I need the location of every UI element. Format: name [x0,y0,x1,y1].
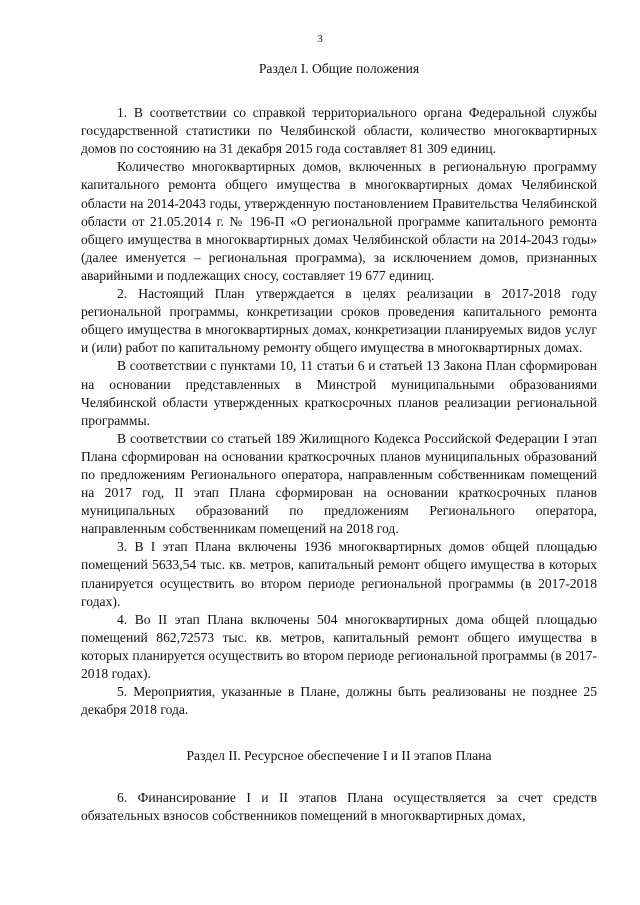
paragraph: Количество многоквартирных домов, включенных в региональную программу капитального ремонта общего имущества в многоквартирных домах Челябинской области на 2014-2043 годы, утвержденную постановлением Правительства Челябинской области от 21.05.2014 г. № 196-П «О региональной программе капитального ремонта общего имущества в многоквартирных домах Челябинской области на 2014-2043 годы» (далее именуется – региональная программа), за исключением домов, признанных аварийными и подлежащих сносу, составляет 19 677 единиц. [81,159,597,283]
paragraph: 5. Мероприятия, указанные в Плане, должны быть реализованы не позднее 25 декабря 2018 года. [81,684,597,718]
paragraph: 1. В соответствии со справкой территориального органа Федеральной службы государственной статистики по Челябинской области, количество многоквартирных домов по состоянию на 31 декабря 2015 года составляет 81 309 единиц. [81,105,597,157]
paragraph: 2. Настоящий План утверждается в целях реализации в 2017-2018 году региональной программы, конкретизации сроков проведения капитального ремонта общего имущества в многоквартирных домах, конкретизации планируемых видов услуг и (или) работ по капитальному ремонту общего имущества в многоквартирных домах. [81,286,597,356]
page-number: 3 [317,33,323,45]
document-body [81,60,597,826]
paragraph: 3. В I этап Плана включены 1936 многоквартирных домов общей площадью помещений 5633,54 тыс. кв. метров, капитальный ремонт общего имущества в которых планируется осуществить во втором периоде региональной программы (в 2017-2018 годах). [81,539,597,609]
paragraph: В соответствии со статьей 189 Жилищного Кодекса Российской Федерации I этап Плана сформирован на основании краткосрочных планов муниципальных образований по предложениям Регионального оператора, направленным собственникам помещений на 2017 год, II этап Плана сформирован на основании краткосрочных планов муниципальных образований по предложениям Регионального оператора, направленным собственникам помещений на 2018 год. [81,430,597,537]
section-2-heading: Раздел II. Ресурсное обеспечение I и II этапов Плана [186,748,492,764]
paragraph: 6. Финансирование I и II этапов Плана осуществляется за счет средств обязательных взносов собственников помещений в многоквартирных домах, [81,790,597,824]
section-1-heading: Раздел I. Общие положения [258,61,420,76]
paragraph: 4. Во II этап Плана включены 504 многоквартирных дома общей площадью помещений 862,72573 тыс. кв. метров, капитальный ремонт общего имущества в которых планируется осуществить во втором периоде региональной программы (в 2017-2018 годах). [81,611,597,681]
paragraph: В соответствии с пунктами 10, 11 статьи 6 и статьей 13 Закона План сформирован на основании представленных в Минстрой муниципальными образованиями Челябинской области утвержденных краткосрочных планов реализации региональной программы. [81,358,597,428]
